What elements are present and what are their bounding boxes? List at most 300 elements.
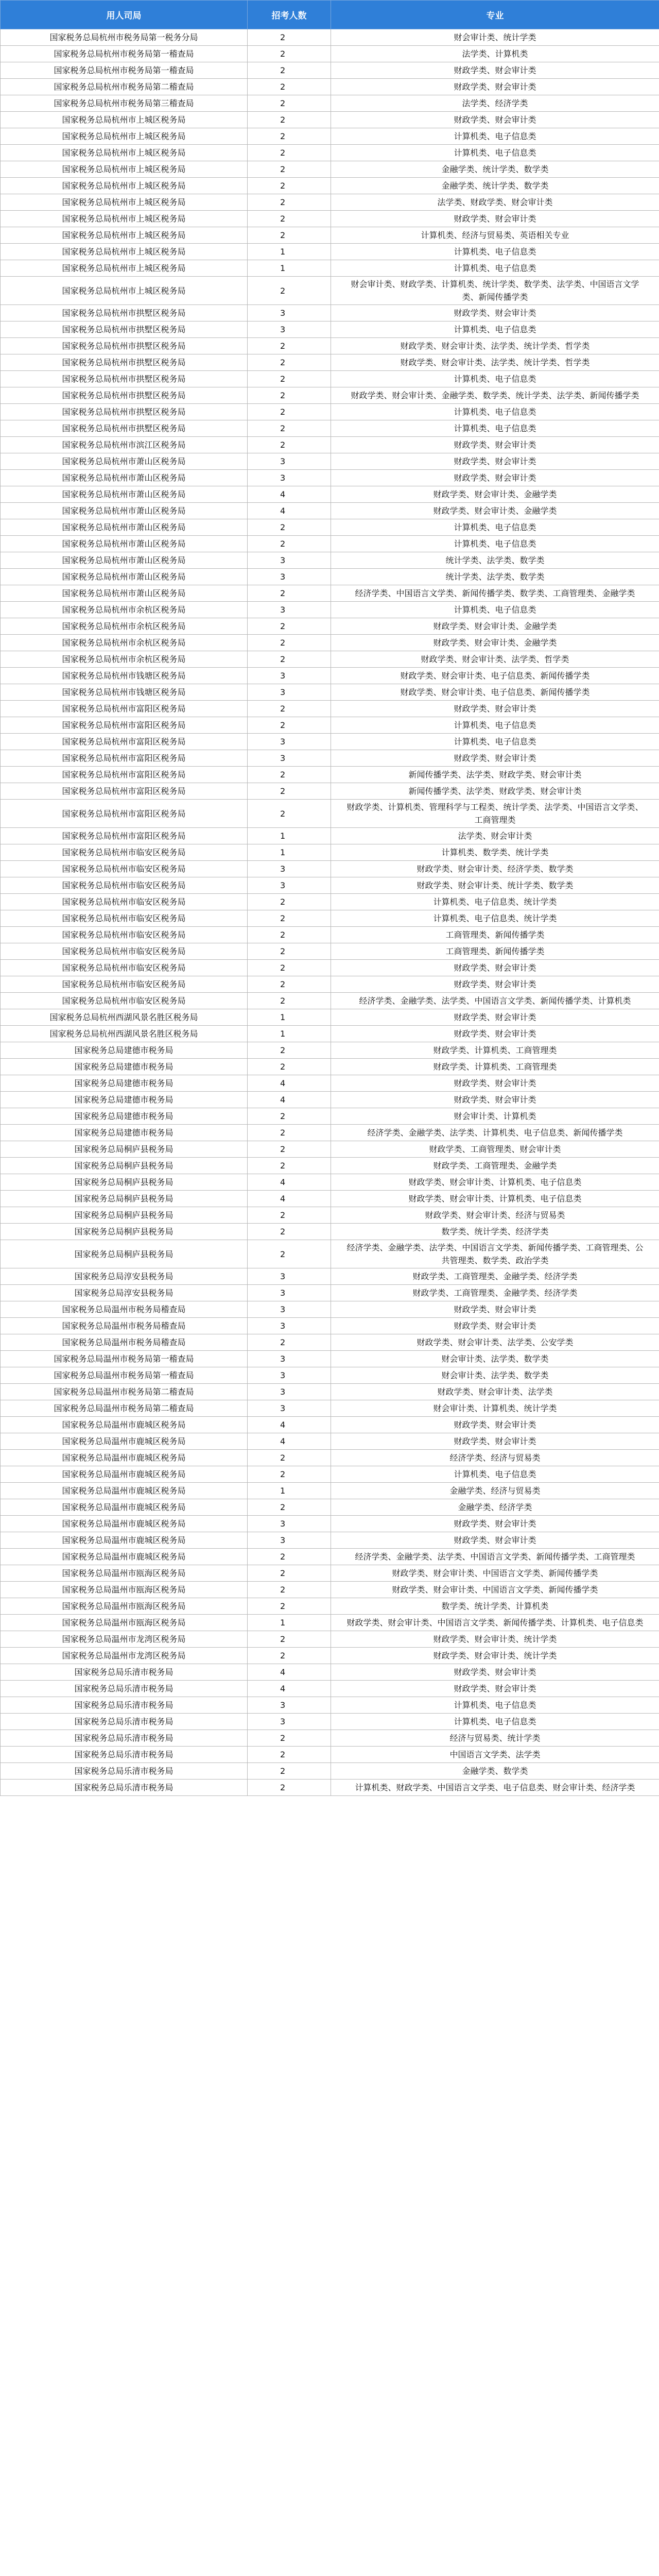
count-cell: 3 [248, 1384, 331, 1400]
bureau-cell: 国家税务总局杭州市余杭区税务局 [1, 618, 248, 635]
count-cell: 3 [248, 1714, 331, 1730]
major-cell: 法学类、经济学类 [331, 95, 659, 112]
major-cell: 经济学类、金融学类、法学类、中国语言文学类、新闻传播学类、工商管理类、公共管理类、数学类、政治学类 [331, 1240, 659, 1268]
bureau-cell: 国家税务总局桐庐县税务局 [1, 1141, 248, 1158]
bureau-cell: 国家税务总局乐清市税务局 [1, 1697, 248, 1714]
major-cell: 财政学类、财会审计类、法学类、统计学类、哲学类 [331, 354, 659, 371]
bureau-cell: 国家税务总局温州市鹿城区税务局 [1, 1417, 248, 1433]
major-cell: 计算机类、电子信息类 [331, 536, 659, 552]
major-cell: 财政学类、财会审计类、计算机类、电子信息类 [331, 1191, 659, 1207]
major-cell: 财政学类、财会审计类、法学类、哲学类 [331, 651, 659, 668]
bureau-cell: 国家税务总局杭州市余杭区税务局 [1, 635, 248, 651]
bureau-cell: 国家税务总局杭州市余杭区税务局 [1, 602, 248, 618]
count-cell: 2 [248, 1450, 331, 1466]
table-row [1, 354, 659, 371]
count-cell: 4 [248, 1681, 331, 1697]
bureau-cell: 国家税务总局杭州市萧山区税务局 [1, 503, 248, 519]
bureau-cell: 国家税务总局杭州市税务局第三稽查局 [1, 95, 248, 112]
count-cell: 4 [248, 1664, 331, 1681]
bureau-cell: 国家税务总局杭州市上城区税务局 [1, 194, 248, 211]
table-row [1, 750, 659, 767]
count-cell: 2 [248, 783, 331, 800]
table-row [1, 244, 659, 260]
count-cell: 4 [248, 503, 331, 519]
table-row [1, 1730, 659, 1747]
bureau-cell: 国家税务总局杭州市临安区税务局 [1, 894, 248, 910]
bureau-cell: 国家税务总局建德市税务局 [1, 1075, 248, 1092]
major-cell: 计算机类、电子信息类 [331, 128, 659, 145]
table-row [1, 305, 659, 321]
count-cell: 3 [248, 861, 331, 877]
major-cell: 经济学类、金融学类、法学类、中国语言文学类、新闻传播学类、计算机类 [331, 993, 659, 1009]
major-cell: 财政学类、工商管理类、财会审计类 [331, 1141, 659, 1158]
table-row [1, 211, 659, 227]
count-cell: 2 [248, 635, 331, 651]
count-cell: 3 [248, 470, 331, 486]
major-cell: 计算机类、电子信息类 [331, 145, 659, 161]
major-cell: 财政学类、财会审计类 [331, 1009, 659, 1026]
bureau-cell: 国家税务总局杭州市萧山区税务局 [1, 536, 248, 552]
table-row [1, 1301, 659, 1318]
count-cell: 2 [248, 95, 331, 112]
bureau-cell: 国家税务总局杭州市拱墅区税务局 [1, 371, 248, 387]
count-cell: 3 [248, 1301, 331, 1318]
count-cell: 1 [248, 1026, 331, 1042]
major-cell: 新闻传播学类、法学类、财政学类、财会审计类 [331, 783, 659, 800]
major-cell: 财政学类、财会审计类 [331, 1318, 659, 1334]
count-cell: 3 [248, 1532, 331, 1549]
major-cell: 财政学类、财会审计类 [331, 1301, 659, 1318]
table-body [1, 29, 659, 1796]
bureau-cell: 国家税务总局温州市瓯海区税务局 [1, 1565, 248, 1582]
count-cell: 2 [248, 976, 331, 993]
count-cell: 2 [248, 1763, 331, 1780]
table-row [1, 1582, 659, 1598]
bureau-cell: 国家税务总局淳安县税务局 [1, 1268, 248, 1285]
bureau-cell: 国家税务总局温州市鹿城区税务局 [1, 1516, 248, 1532]
major-cell: 法学类、财会审计类 [331, 828, 659, 844]
count-cell: 3 [248, 1400, 331, 1417]
bureau-cell: 国家税务总局杭州市上城区税务局 [1, 178, 248, 194]
count-cell: 2 [248, 1730, 331, 1747]
bureau-cell: 国家税务总局杭州市富阳区税务局 [1, 783, 248, 800]
table-row [1, 1615, 659, 1631]
bureau-cell: 国家税务总局杭州市临安区税务局 [1, 927, 248, 943]
major-cell: 财政学类、财会审计类 [331, 701, 659, 717]
table-row [1, 503, 659, 519]
major-cell: 财政学类、财会审计类 [331, 976, 659, 993]
major-cell: 财政学类、财会审计类 [331, 470, 659, 486]
table-row [1, 976, 659, 993]
count-cell: 2 [248, 437, 331, 453]
count-cell: 3 [248, 602, 331, 618]
bureau-cell: 国家税务总局乐清市税务局 [1, 1763, 248, 1780]
bureau-cell: 国家税务总局杭州市萧山区税务局 [1, 519, 248, 536]
bureau-cell: 国家税务总局杭州市萧山区税务局 [1, 453, 248, 470]
table-row [1, 1648, 659, 1664]
bureau-cell: 国家税务总局杭州市拱墅区税务局 [1, 387, 248, 404]
count-cell: 1 [248, 260, 331, 277]
table-row [1, 1516, 659, 1532]
bureau-cell: 国家税务总局杭州市拱墅区税务局 [1, 404, 248, 420]
major-cell: 财政学类、财会审计类 [331, 1681, 659, 1697]
table-row [1, 420, 659, 437]
major-cell: 计算机类、电子信息类 [331, 321, 659, 338]
table-row [1, 1207, 659, 1224]
major-cell: 财会审计类、法学类、数学类 [331, 1367, 659, 1384]
count-cell: 4 [248, 486, 331, 503]
major-cell: 财政学类、财会审计类、金融学类 [331, 635, 659, 651]
table-row [1, 1681, 659, 1697]
table-row [1, 519, 659, 536]
bureau-cell: 国家税务总局杭州市拱墅区税务局 [1, 338, 248, 354]
count-cell: 2 [248, 1747, 331, 1763]
bureau-cell: 国家税务总局杭州市富阳区税务局 [1, 701, 248, 717]
major-cell: 财政学类、财会审计类 [331, 1532, 659, 1549]
major-cell: 新闻传播学类、法学类、财政学类、财会审计类 [331, 767, 659, 783]
major-cell: 计算机类、经济与贸易类、英语相关专业 [331, 227, 659, 244]
table-row [1, 635, 659, 651]
count-cell: 2 [248, 1158, 331, 1174]
bureau-cell: 国家税务总局杭州市上城区税务局 [1, 260, 248, 277]
table-row [1, 844, 659, 861]
table-row [1, 1224, 659, 1240]
bureau-cell: 国家税务总局建德市税务局 [1, 1108, 248, 1125]
count-cell: 2 [248, 371, 331, 387]
bureau-cell: 国家税务总局乐清市税务局 [1, 1730, 248, 1747]
bureau-cell: 国家税务总局杭州市萧山区税务局 [1, 585, 248, 602]
major-cell: 数学类、统计学类、经济学类 [331, 1224, 659, 1240]
count-cell: 2 [248, 387, 331, 404]
table-row [1, 585, 659, 602]
major-cell: 财政学类、计算机类、管理科学与工程类、统计学类、法学类、中国语言文学类、工商管理类 [331, 800, 659, 828]
count-cell: 2 [248, 227, 331, 244]
table-row [1, 46, 659, 62]
major-cell: 经济与贸易类、统计学类 [331, 1730, 659, 1747]
bureau-cell: 国家税务总局杭州西湖风景名胜区税务局 [1, 1026, 248, 1042]
count-cell: 3 [248, 1351, 331, 1367]
count-cell: 1 [248, 1615, 331, 1631]
count-cell: 2 [248, 651, 331, 668]
bureau-cell: 国家税务总局杭州市滨江区税务局 [1, 437, 248, 453]
bureau-cell: 国家税务总局温州市鹿城区税务局 [1, 1532, 248, 1549]
count-cell: 4 [248, 1092, 331, 1108]
table-row [1, 800, 659, 828]
count-cell: 2 [248, 128, 331, 145]
table-row [1, 227, 659, 244]
table-row [1, 1384, 659, 1400]
bureau-cell: 国家税务总局建德市税务局 [1, 1059, 248, 1075]
bureau-cell: 国家税务总局温州市鹿城区税务局 [1, 1483, 248, 1499]
count-cell: 3 [248, 1268, 331, 1285]
major-cell: 财政学类、财会审计类 [331, 1433, 659, 1450]
major-cell: 财政学类、财会审计类 [331, 79, 659, 95]
count-cell: 2 [248, 1240, 331, 1268]
major-cell: 财政学类、财会审计类、金融学类 [331, 486, 659, 503]
table-row [1, 552, 659, 569]
major-cell: 财政学类、财会审计类、金融学类、数学类、统计学类、法学类、新闻传播学类 [331, 387, 659, 404]
count-cell: 4 [248, 1417, 331, 1433]
table-row [1, 470, 659, 486]
major-cell: 计算机类、电子信息类、统计学类 [331, 910, 659, 927]
count-cell: 2 [248, 178, 331, 194]
table-row [1, 943, 659, 960]
table-row [1, 29, 659, 46]
table-row [1, 861, 659, 877]
bureau-cell: 国家税务总局温州市鹿城区税务局 [1, 1499, 248, 1516]
major-cell: 财政学类、财会审计类、电子信息类、新闻传播学类 [331, 684, 659, 701]
table-row [1, 1042, 659, 1059]
table-row [1, 161, 659, 178]
major-cell: 财政学类、财会审计类、统计学类、数学类 [331, 877, 659, 894]
major-cell: 财政学类、财会审计类 [331, 960, 659, 976]
bureau-cell: 国家税务总局杭州市拱墅区税务局 [1, 420, 248, 437]
major-cell: 计算机类、电子信息类 [331, 717, 659, 734]
count-cell: 2 [248, 1549, 331, 1565]
count-cell: 1 [248, 1009, 331, 1026]
table-row [1, 1565, 659, 1582]
table-row [1, 1664, 659, 1681]
count-cell: 2 [248, 161, 331, 178]
major-cell: 计算机类、财政学类、中国语言文学类、电子信息类、财会审计类、经济学类 [331, 1780, 659, 1796]
bureau-cell: 国家税务总局温州市税务局第一稽查局 [1, 1367, 248, 1384]
table-row [1, 1631, 659, 1648]
major-cell: 数学类、统计学类、计算机类 [331, 1598, 659, 1615]
bureau-cell: 国家税务总局温州市瓯海区税务局 [1, 1598, 248, 1615]
major-cell: 财政学类、计算机类、工商管理类 [331, 1059, 659, 1075]
major-cell: 财政学类、财会审计类 [331, 1664, 659, 1681]
table-row [1, 260, 659, 277]
bureau-cell: 国家税务总局桐庐县税务局 [1, 1207, 248, 1224]
table-row [1, 877, 659, 894]
major-cell: 财政学类、工商管理类、金融学类、经济学类 [331, 1268, 659, 1285]
bureau-cell: 国家税务总局温州市鹿城区税务局 [1, 1466, 248, 1483]
count-cell: 2 [248, 79, 331, 95]
table-row [1, 894, 659, 910]
col-header-bureau: 用人司局 [1, 1, 248, 29]
bureau-cell: 国家税务总局杭州市税务局第一稽查局 [1, 46, 248, 62]
table-row [1, 321, 659, 338]
bureau-cell: 国家税务总局温州市税务局稽查局 [1, 1318, 248, 1334]
major-cell: 财政学类、财会审计类、金融学类 [331, 618, 659, 635]
table-row [1, 145, 659, 161]
major-cell: 财政学类、财会审计类 [331, 305, 659, 321]
table-row [1, 1483, 659, 1499]
major-cell: 财政学类、财会审计类、法学类、公安学类 [331, 1334, 659, 1351]
bureau-cell: 国家税务总局桐庐县税务局 [1, 1224, 248, 1240]
table-row [1, 1108, 659, 1125]
table-row [1, 569, 659, 585]
major-cell: 法学类、财政学类、财会审计类 [331, 194, 659, 211]
major-cell: 财政学类、财会审计类、经济学类、数学类 [331, 861, 659, 877]
bureau-cell: 国家税务总局杭州市拱墅区税务局 [1, 321, 248, 338]
count-cell: 2 [248, 1499, 331, 1516]
bureau-cell: 国家税务总局杭州市临安区税务局 [1, 861, 248, 877]
major-cell: 金融学类、数学类 [331, 1763, 659, 1780]
count-cell: 3 [248, 877, 331, 894]
table-row [1, 1697, 659, 1714]
bureau-cell: 国家税务总局建德市税务局 [1, 1092, 248, 1108]
bureau-cell: 国家税务总局杭州市富阳区税务局 [1, 767, 248, 783]
major-cell: 财政学类、财会审计类、电子信息类、新闻传播学类 [331, 668, 659, 684]
bureau-cell: 国家税务总局温州市鹿城区税务局 [1, 1549, 248, 1565]
major-cell: 计算机类、电子信息类 [331, 420, 659, 437]
table-row [1, 1158, 659, 1174]
table-row [1, 767, 659, 783]
count-cell: 2 [248, 1334, 331, 1351]
table-row [1, 1780, 659, 1796]
count-cell: 3 [248, 668, 331, 684]
bureau-cell: 国家税务总局桐庐县税务局 [1, 1158, 248, 1174]
bureau-cell: 国家税务总局杭州西湖风景名胜区税务局 [1, 1009, 248, 1026]
major-cell: 财政学类、财会审计类 [331, 1092, 659, 1108]
table-row [1, 1499, 659, 1516]
count-cell: 2 [248, 1631, 331, 1648]
col-header-count: 招考人数 [248, 1, 331, 29]
count-cell: 3 [248, 684, 331, 701]
count-cell: 2 [248, 211, 331, 227]
bureau-cell: 国家税务总局杭州市临安区税务局 [1, 960, 248, 976]
major-cell: 财政学类、工商管理类、金融学类 [331, 1158, 659, 1174]
major-cell: 财政学类、财会审计类 [331, 750, 659, 767]
major-cell: 财政学类、财会审计类、中国语言文学类、新闻传播学类 [331, 1582, 659, 1598]
major-cell: 财政学类、财会审计类、金融学类 [331, 503, 659, 519]
table-row [1, 717, 659, 734]
count-cell: 2 [248, 1042, 331, 1059]
bureau-cell: 国家税务总局杭州市上城区税务局 [1, 112, 248, 128]
table-row [1, 62, 659, 79]
major-cell: 工商管理类、新闻传播学类 [331, 943, 659, 960]
table-row [1, 1400, 659, 1417]
major-cell: 计算机类、电子信息类 [331, 734, 659, 750]
major-cell: 中国语言文学类、法学类 [331, 1747, 659, 1763]
table-row [1, 1092, 659, 1108]
count-cell: 2 [248, 993, 331, 1009]
bureau-cell: 国家税务总局杭州市拱墅区税务局 [1, 354, 248, 371]
major-cell: 计算机类、电子信息类 [331, 371, 659, 387]
table-row [1, 194, 659, 211]
count-cell: 2 [248, 717, 331, 734]
table-row [1, 734, 659, 750]
bureau-cell: 国家税务总局杭州市税务局第一稽查局 [1, 62, 248, 79]
count-cell: 2 [248, 585, 331, 602]
count-cell: 3 [248, 453, 331, 470]
bureau-cell: 国家税务总局温州市税务局稽查局 [1, 1334, 248, 1351]
count-cell: 2 [248, 1598, 331, 1615]
table-row [1, 910, 659, 927]
count-cell: 2 [248, 1648, 331, 1664]
major-cell: 财政学类、财会审计类、统计学类 [331, 1631, 659, 1648]
count-cell: 2 [248, 420, 331, 437]
major-cell: 财会审计类、计算机类、统计学类 [331, 1400, 659, 1417]
col-header-major: 专业 [331, 1, 659, 29]
bureau-cell: 国家税务总局杭州市临安区税务局 [1, 910, 248, 927]
count-cell: 2 [248, 943, 331, 960]
bureau-cell: 国家税务总局温州市瓯海区税务局 [1, 1615, 248, 1631]
count-cell: 3 [248, 1516, 331, 1532]
table-row [1, 486, 659, 503]
table-row [1, 1763, 659, 1780]
count-cell: 2 [248, 894, 331, 910]
major-cell: 财政学类、财会审计类 [331, 62, 659, 79]
table-row [1, 1285, 659, 1301]
table-row [1, 602, 659, 618]
table-row [1, 651, 659, 668]
major-cell: 统计学类、法学类、数学类 [331, 552, 659, 569]
bureau-cell: 国家税务总局建德市税务局 [1, 1125, 248, 1141]
table-row [1, 178, 659, 194]
table-row [1, 1191, 659, 1207]
table-row [1, 277, 659, 305]
count-cell: 3 [248, 569, 331, 585]
table-row [1, 1125, 659, 1141]
table-row [1, 684, 659, 701]
major-cell: 财政学类、财会审计类 [331, 112, 659, 128]
table-row [1, 1351, 659, 1367]
major-cell: 金融学类、经济与贸易类 [331, 1483, 659, 1499]
count-cell: 2 [248, 1565, 331, 1582]
table-row [1, 1240, 659, 1268]
bureau-cell: 国家税务总局温州市税务局第一稽查局 [1, 1351, 248, 1367]
major-cell: 计算机类、电子信息类 [331, 260, 659, 277]
bureau-cell: 国家税务总局淳安县税务局 [1, 1285, 248, 1301]
major-cell: 财会审计类、计算机类 [331, 1108, 659, 1125]
count-cell: 3 [248, 1367, 331, 1384]
bureau-cell: 国家税务总局桐庐县税务局 [1, 1240, 248, 1268]
major-cell: 财政学类、计算机类、工商管理类 [331, 1042, 659, 1059]
major-cell: 财政学类、财会审计类 [331, 1516, 659, 1532]
bureau-cell: 国家税务总局乐清市税务局 [1, 1780, 248, 1796]
bureau-cell: 国家税务总局杭州市钱塘区税务局 [1, 668, 248, 684]
bureau-cell: 国家税务总局杭州市萧山区税务局 [1, 552, 248, 569]
major-cell: 工商管理类、新闻传播学类 [331, 927, 659, 943]
bureau-cell: 国家税务总局温州市鹿城区税务局 [1, 1450, 248, 1466]
major-cell: 金融学类、统计学类、数学类 [331, 178, 659, 194]
table-row [1, 1598, 659, 1615]
table-row [1, 437, 659, 453]
table-row [1, 404, 659, 420]
bureau-cell: 国家税务总局杭州市富阳区税务局 [1, 828, 248, 844]
table-row [1, 1141, 659, 1158]
bureau-cell: 国家税务总局桐庐县税务局 [1, 1191, 248, 1207]
major-cell: 经济学类、经济与贸易类 [331, 1450, 659, 1466]
count-cell: 1 [248, 244, 331, 260]
table-row [1, 1417, 659, 1433]
bureau-cell: 国家税务总局乐清市税务局 [1, 1714, 248, 1730]
major-cell: 经济学类、金融学类、法学类、中国语言文学类、新闻传播学类、工商管理类 [331, 1549, 659, 1565]
major-cell: 计算机类、电子信息类 [331, 244, 659, 260]
count-cell: 4 [248, 1075, 331, 1092]
table-row [1, 1075, 659, 1092]
bureau-cell: 国家税务总局乐清市税务局 [1, 1681, 248, 1697]
bureau-cell: 国家税务总局杭州市富阳区税务局 [1, 750, 248, 767]
count-cell: 2 [248, 927, 331, 943]
bureau-cell: 国家税务总局杭州市富阳区税务局 [1, 734, 248, 750]
table-row [1, 960, 659, 976]
bureau-cell: 国家税务总局杭州市萧山区税务局 [1, 470, 248, 486]
count-cell: 2 [248, 1582, 331, 1598]
table-row [1, 371, 659, 387]
bureau-cell: 国家税务总局乐清市税务局 [1, 1664, 248, 1681]
bureau-cell: 国家税务总局杭州市临安区税务局 [1, 877, 248, 894]
table-row [1, 783, 659, 800]
bureau-cell: 国家税务总局温州市龙湾区税务局 [1, 1648, 248, 1664]
bureau-cell: 国家税务总局杭州市临安区税务局 [1, 943, 248, 960]
table-row [1, 453, 659, 470]
bureau-cell: 国家税务总局杭州市上城区税务局 [1, 211, 248, 227]
count-cell: 2 [248, 354, 331, 371]
count-cell: 3 [248, 1285, 331, 1301]
